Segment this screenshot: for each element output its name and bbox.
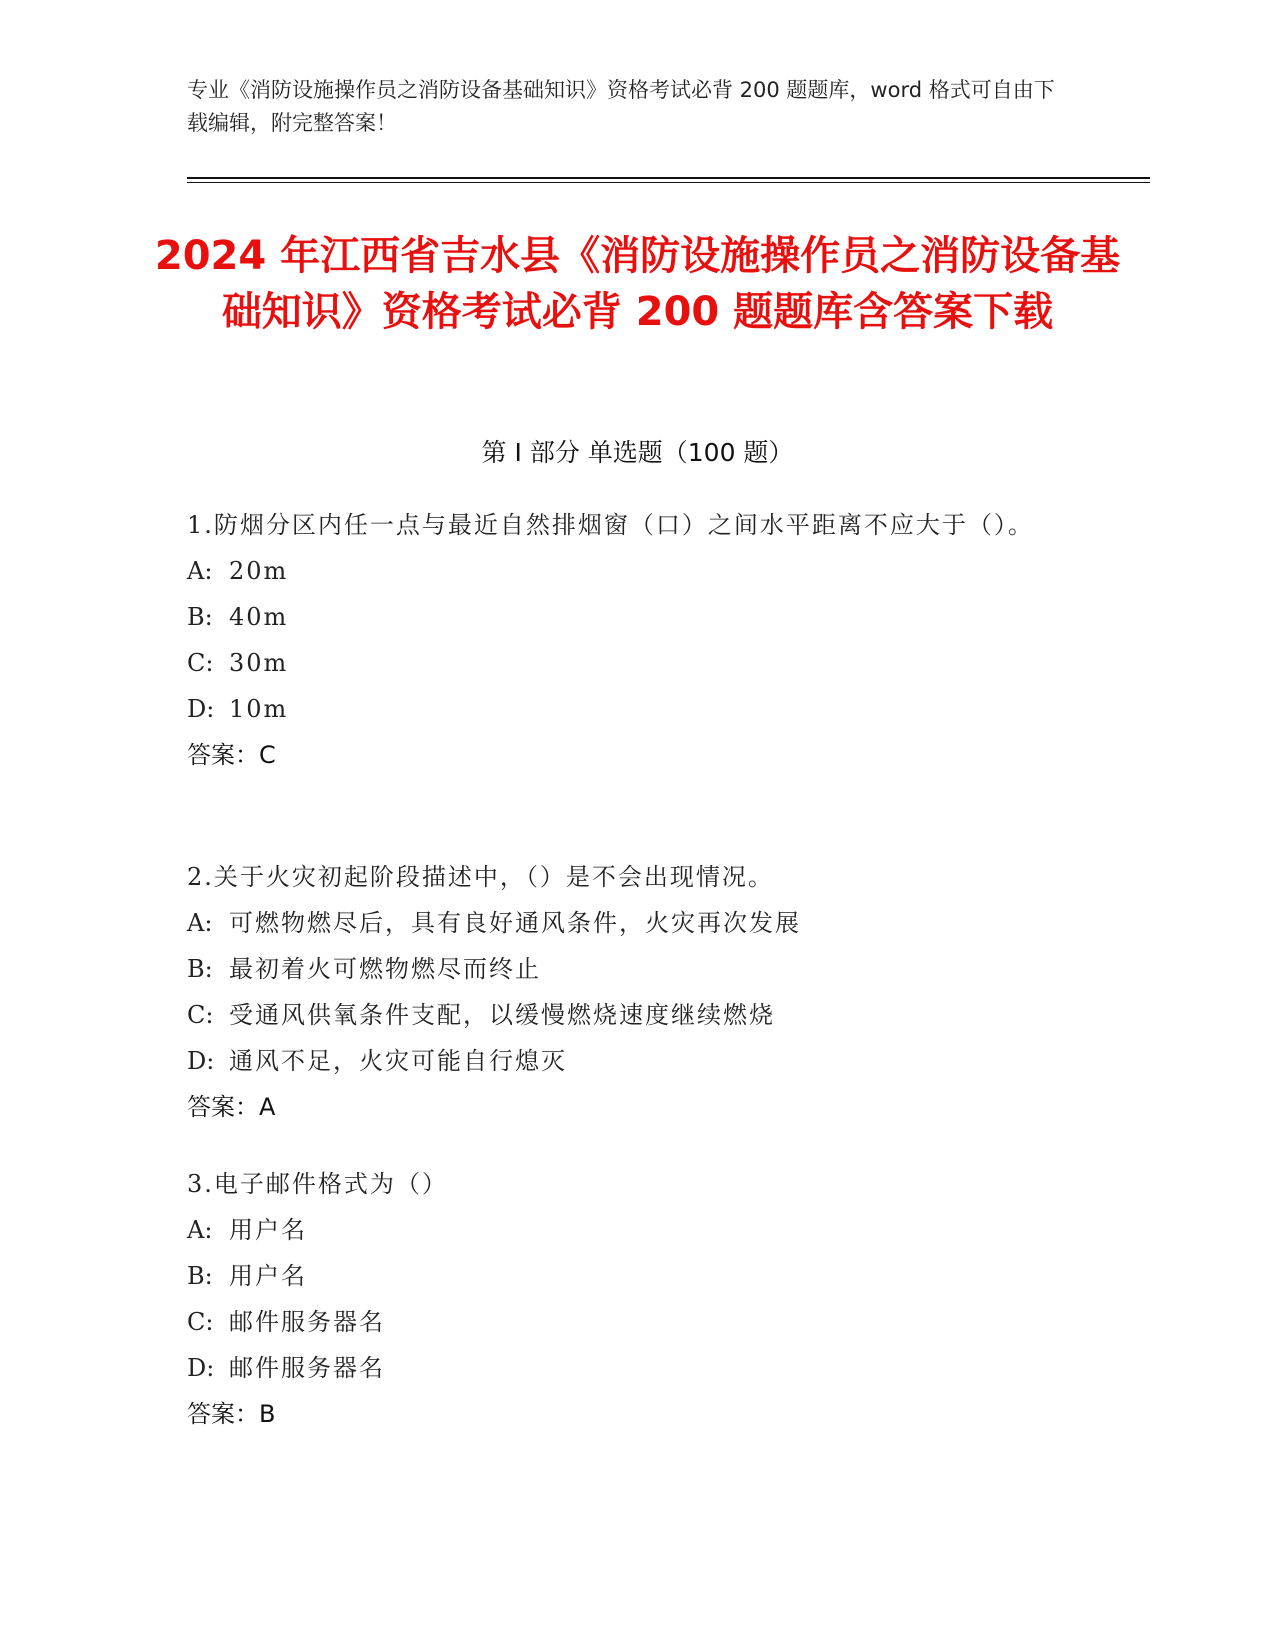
option-c <box>187 1299 1087 1345</box>
header-note: 专业《消防设施操作员之消防设备基础知识》资格考试必背 200 题题库，word 格式可自由下载编辑，附完整答案！ <box>187 78 1055 135</box>
option-letter: A: <box>187 557 213 585</box>
option-text: 通风不足，火灾可能自行熄灭 <box>229 1047 567 1075</box>
option-c <box>187 992 1087 1038</box>
question-3 <box>187 1161 1087 1437</box>
option-text: 邮件服务器名 <box>229 1354 385 1382</box>
option-a <box>187 900 1087 946</box>
question-stem: 2.关于火灾初起阶段描述中，（）是不会出现情况。 <box>187 863 774 891</box>
answer: 答案：A <box>187 1093 276 1121</box>
option-letter: D: <box>187 1047 215 1075</box>
option-letter: D: <box>187 695 215 723</box>
option-text: 30m <box>229 649 289 677</box>
question-stem: 3.电子邮件格式为（） <box>187 1170 448 1198</box>
option-letter: A: <box>187 1216 213 1244</box>
option-letter: A: <box>187 909 213 937</box>
option-text: 10m <box>229 695 289 723</box>
option-d <box>187 1345 1087 1391</box>
option-d <box>187 686 1087 732</box>
option-letter: C: <box>187 649 214 677</box>
answer: 答案：B <box>187 1400 276 1428</box>
option-a <box>187 1207 1087 1253</box>
question-2 <box>187 854 1087 1130</box>
section-title: 第 I 部分 单选题（100 题） <box>481 438 794 467</box>
option-text: 40m <box>229 603 289 631</box>
header-divider-thin <box>187 182 1150 183</box>
option-a <box>187 548 1087 594</box>
option-d <box>187 1038 1087 1084</box>
option-letter: B: <box>187 955 213 983</box>
document-title: 2024 年江西省吉水县《消防设施操作员之消防设备基础知识》资格考试必背 200 题题库含答案下载 <box>154 233 1121 335</box>
option-b <box>187 594 1087 640</box>
option-letter: D: <box>187 1354 215 1382</box>
option-text: 用户名 <box>229 1216 307 1244</box>
header-divider-thick <box>187 177 1150 179</box>
option-text: 可燃物燃尽后，具有良好通风条件，火灾再次发展 <box>229 909 801 937</box>
question-1 <box>187 502 1087 778</box>
option-b <box>187 946 1087 992</box>
option-text: 邮件服务器名 <box>229 1308 385 1336</box>
option-text: 受通风供氧条件支配，以缓慢燃烧速度继续燃烧 <box>229 1001 775 1029</box>
option-letter: B: <box>187 603 213 631</box>
option-letter: C: <box>187 1308 214 1336</box>
option-b <box>187 1253 1087 1299</box>
option-text: 用户名 <box>229 1262 307 1290</box>
option-letter: B: <box>187 1262 213 1290</box>
option-letter: C: <box>187 1001 214 1029</box>
option-text: 最初着火可燃物燃尽而终止 <box>229 955 541 983</box>
option-c <box>187 640 1087 686</box>
option-text: 20m <box>229 557 289 585</box>
question-stem: 1.防烟分区内任一点与最近自然排烟窗（口）之间水平距离不应大于（）。 <box>187 511 1034 539</box>
answer: 答案：C <box>187 741 276 769</box>
